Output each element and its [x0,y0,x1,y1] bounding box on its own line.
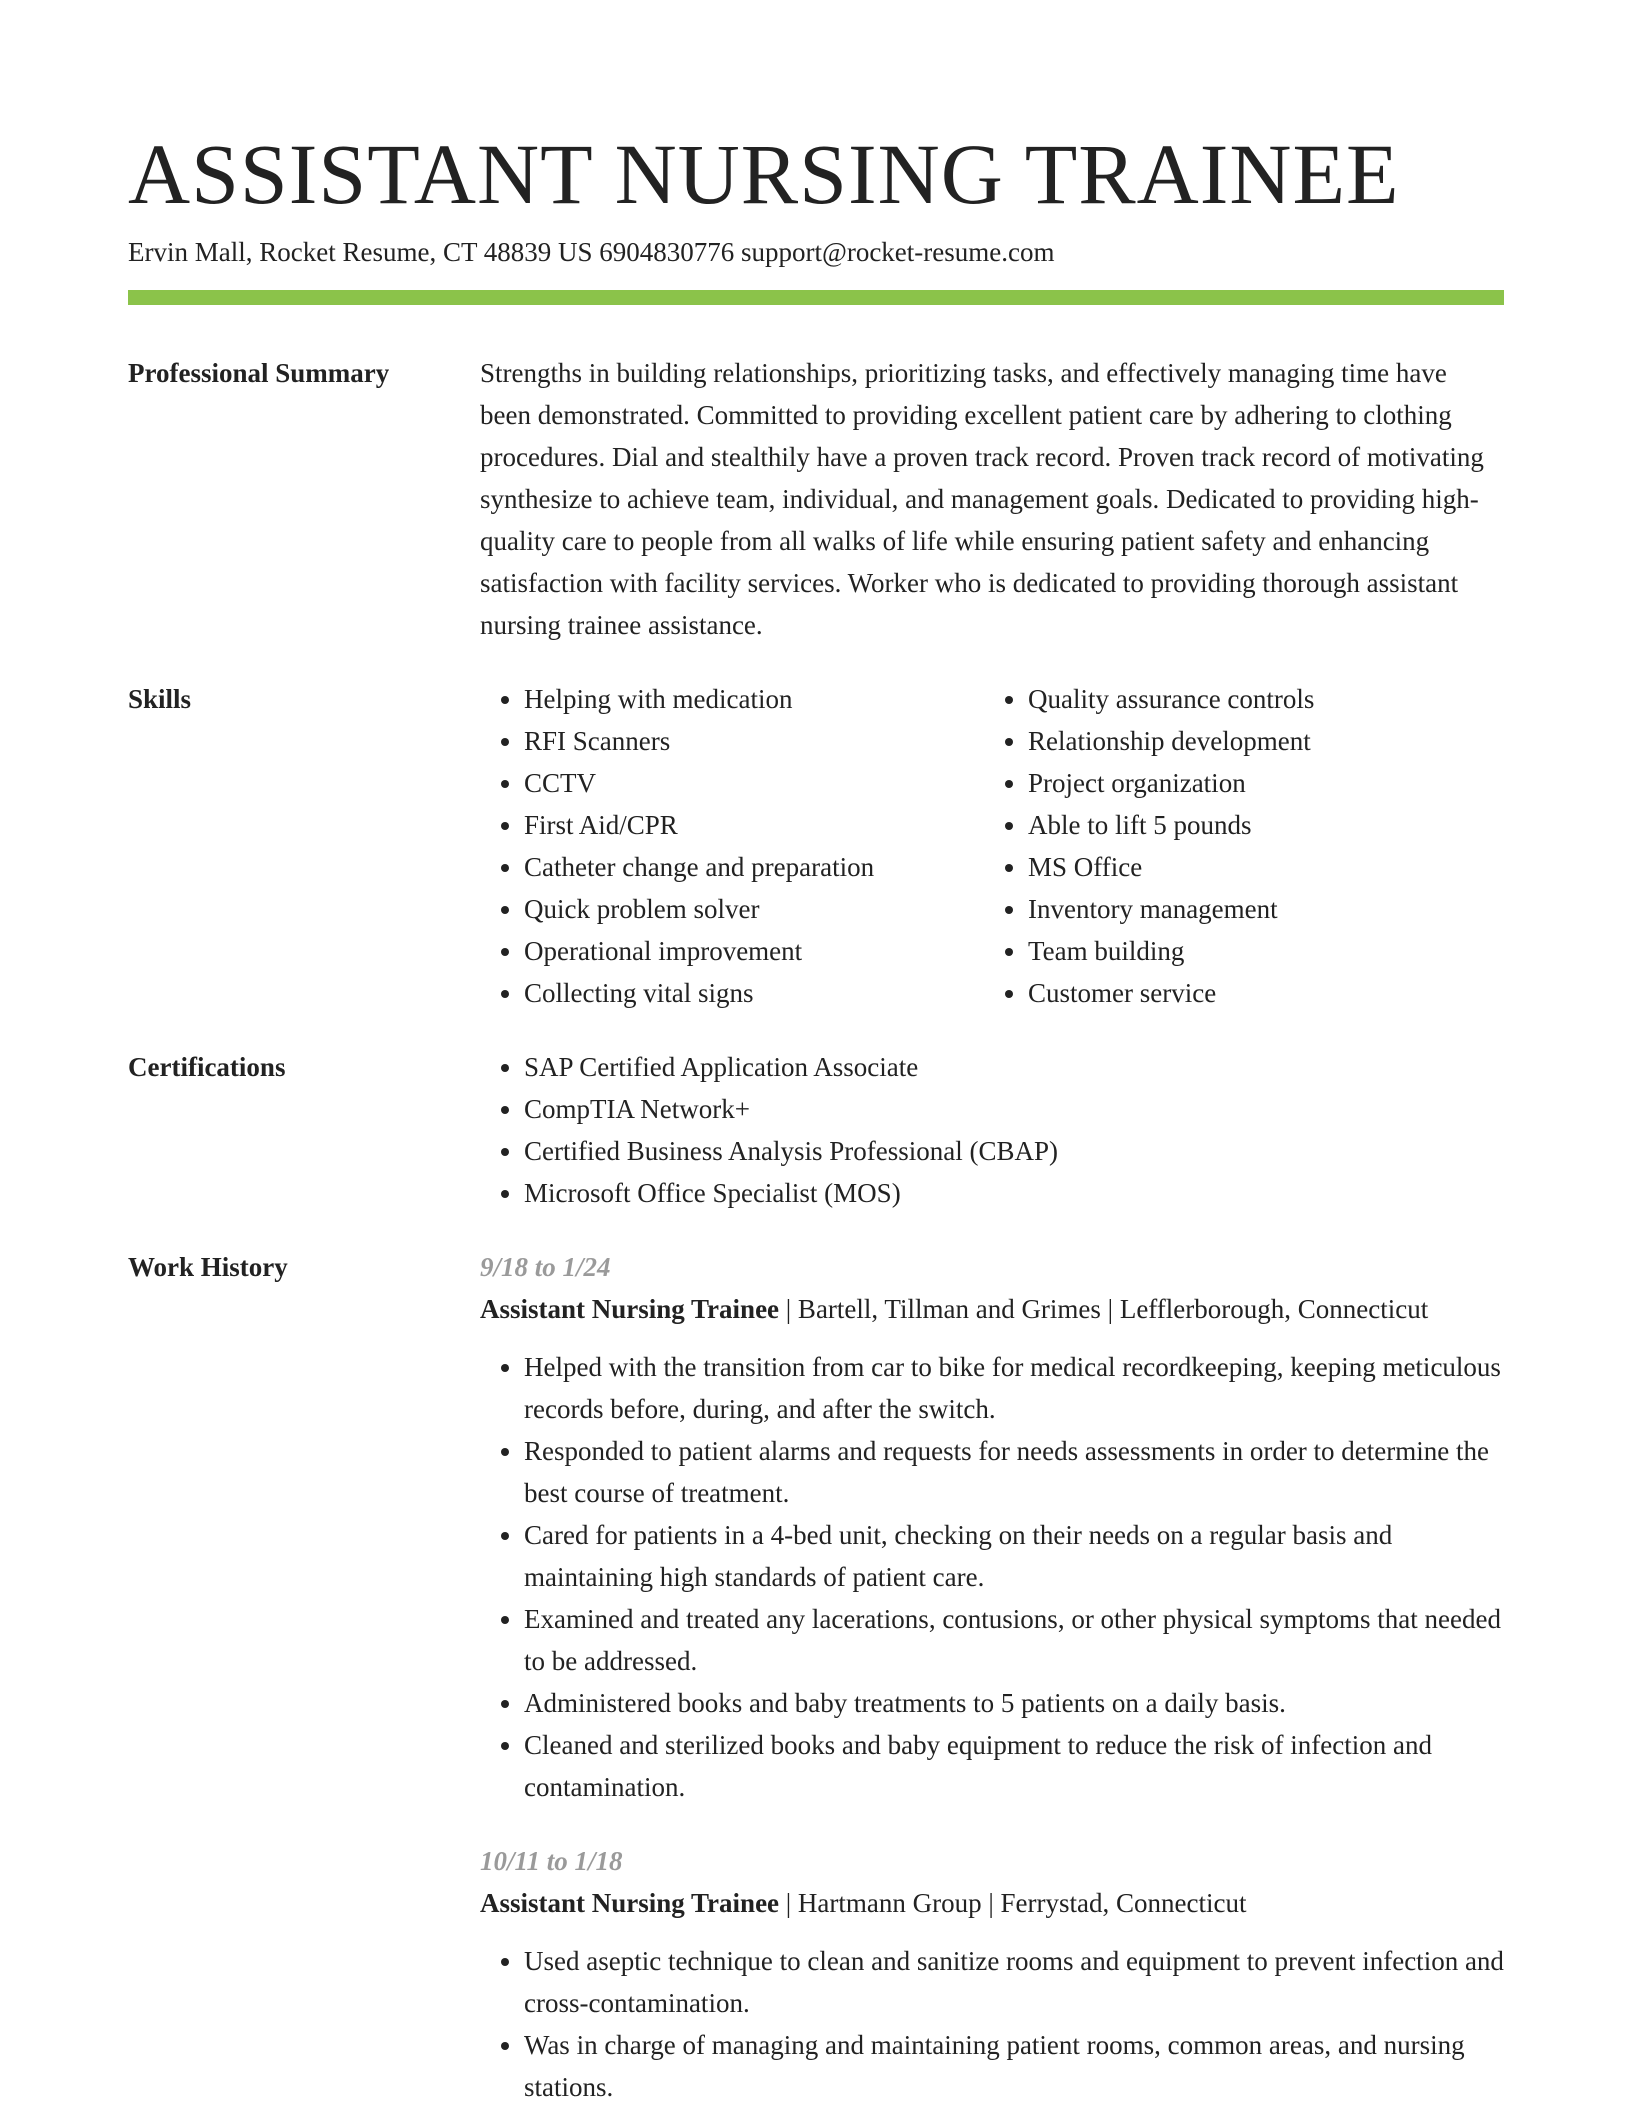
skill-item: • Customer service [1028,972,1314,1014]
section-label: Work History [128,1252,288,1282]
skills-section [128,678,1504,1014]
section-body [480,1046,1504,1214]
job-employer-location: | Hartmann Group | Ferrystad, Connecticut [779,1888,1247,1918]
skills-columns [480,678,1504,1014]
job-bullet: • Helped with the transition from car to bike for medical recordkeeping, keeping meticulous records before, during, and after the switch. [524,1346,1504,1430]
summary-text: Strengths in building relationships, prioritizing tasks, and effectively managing time have been demonstrated. Committed to providing excellent patient care by adhering to clothing procedures. Dial and stealthily have a proven track record. Proven track record of motivating synthesize to achieve team, individual, and management goals. Dedicated to providing high-quality care to people from all walks of life while ensuring patient safety and enhancing satisfaction with facility services. Worker who is dedicated to providing thorough assistant nursing trainee assistance. [480,358,1484,640]
certification-item: • Microsoft Office Specialist (MOS) [524,1172,1504,1214]
skill-item: • First Aid/CPR [524,804,984,846]
resume-name: ASSISTANT NURSING TRAINEE [128,126,1400,222]
skill-item: • Helping with medication [524,678,984,720]
job-bullet: • Administered books and baby treatments to 5 patients on a daily basis. [524,1682,1504,1724]
section-label: Certifications [128,1052,286,1082]
job-bullet: • Was in charge of managing and maintaining patient rooms, common areas, and nursing stations. [524,2024,1504,2108]
job-title: Assistant Nursing Trainee [480,1888,780,1918]
job-dates: 10/11 to 1/18 [480,1846,623,1876]
skill-item: • MS Office [1028,846,1314,888]
section-label: Professional Summary [128,358,390,388]
job-bullet: • Cared for patients in a 4-bed unit, checking on their needs on a regular basis and maintaining high standards of patient care. [524,1514,1504,1598]
job-bullets [480,1346,1504,1808]
skill-item: • Collecting vital signs [524,972,984,1014]
header-divider [128,290,1504,305]
job-bullet: • Examined and treated any lacerations, contusions, or other physical symptoms that needed to be addressed. [524,1598,1504,1682]
professional-summary-section [128,352,1504,646]
certification-item: • CompTIA Network+ [524,1088,1504,1130]
resume-page [128,124,1504,2108]
section-body [480,352,1504,646]
skill-item: • Project organization [1028,762,1314,804]
job-dates: 9/18 to 1/24 [480,1252,611,1282]
job-bullet: • Used aseptic technique to clean and sanitize rooms and equipment to prevent infection and cross-contamination. [524,1940,1504,2024]
skill-item: • Able to lift 5 pounds [1028,804,1314,846]
job-title: Assistant Nursing Trainee [480,1294,780,1324]
section-label: Skills [128,684,192,714]
certifications-list [480,1046,1504,1214]
skill-item: • Catheter change and preparation [524,846,984,888]
job-bullet: • Cleaned and sterilized books and baby equipment to reduce the risk of infection and contamination. [524,1724,1504,1808]
job-heading [480,1882,1504,1924]
skill-item: • CCTV [524,762,984,804]
job-bullet: • Responded to patient alarms and requests for needs assessments in order to determine the best course of treatment. [524,1430,1504,1514]
skill-item: • Relationship development [1028,720,1314,762]
skill-item: • Quality assurance controls [1028,678,1314,720]
job-heading [480,1288,1504,1330]
skills-list-right [984,678,1314,1014]
certification-item: • SAP Certified Application Associate [524,1046,1504,1088]
work-history-section [128,1246,1504,2108]
job-bullets [480,1940,1504,2108]
skill-item: • Operational improvement [524,930,984,972]
contact-line: Ervin Mall, Rocket Resume, CT 48839 US 6904830776 support@rocket-resume.com [128,237,1055,267]
job-employer-location: | Bartell, Tillman and Grimes | Lefflerborough, Connecticut [779,1294,1429,1324]
certifications-section [128,1046,1504,1214]
skill-item: • Inventory management [1028,888,1314,930]
skill-item: • RFI Scanners [524,720,984,762]
section-body [480,1246,1504,2108]
skill-item: • Team building [1028,930,1314,972]
skills-list-left [480,678,984,1014]
skill-item: • Quick problem solver [524,888,984,930]
job-entry [480,1246,1504,1808]
certification-item: • Certified Business Analysis Professional (CBAP) [524,1130,1504,1172]
job-entry [480,1840,1504,2108]
